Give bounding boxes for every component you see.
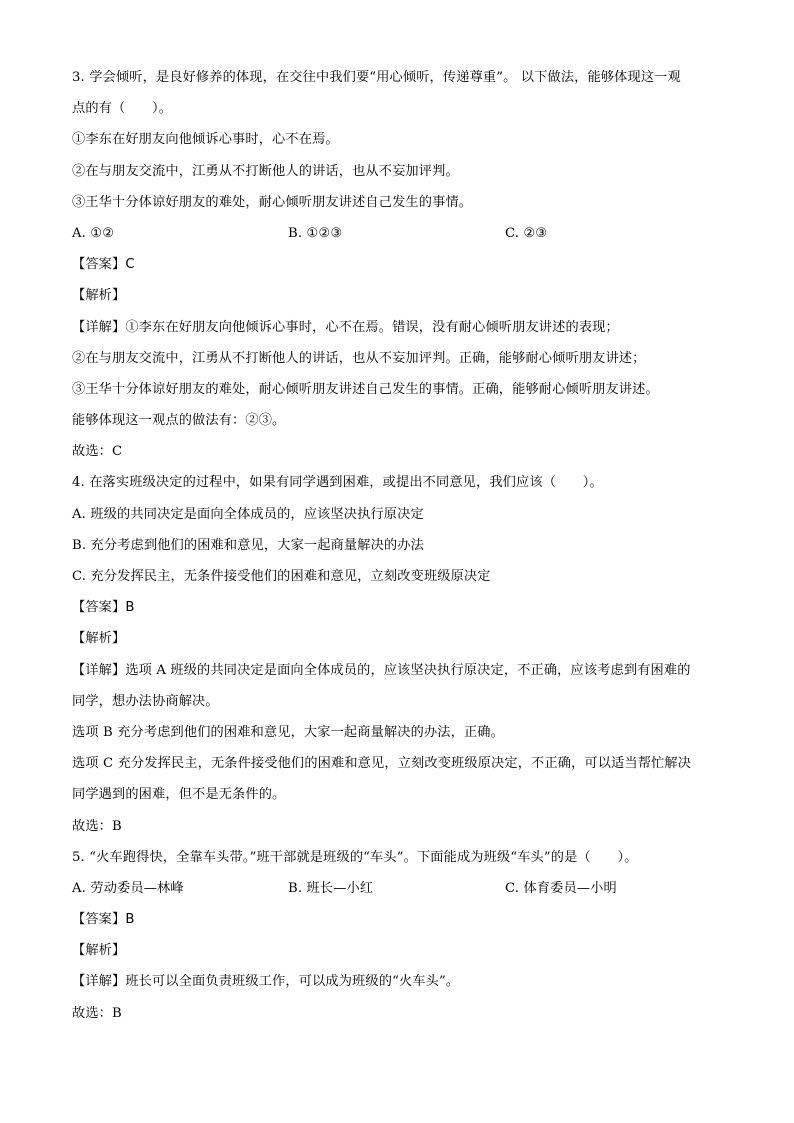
q3-answer: 【答案】C [72, 257, 135, 273]
q3-item-3: ③王华十分体谅好朋友的难处，耐心倾听朋友讲述自己发生的事情。 [72, 194, 473, 210]
q4-detail-5: 同学遇到的困难，但不是无条件的。 [72, 787, 286, 803]
exam-page [72, 62, 732, 1029]
q3-detail-1: 【详解】①李东在好朋友向他倾诉心事时，心不在焉。错误，没有耐心倾听朋友讲述的表现； [72, 319, 619, 335]
q5-stem: 5. “火车跑得快，全靠车头带。”班干部就是班级的“车头”。下面能成为班级“车头”的是（ ）。 [72, 849, 638, 865]
q3-choices [72, 218, 732, 249]
q4-answer: 【答案】B [72, 600, 135, 616]
q5-detail: 【详解】班长可以全面负责班级工作，可以成为班级的“火车头”。 [72, 974, 460, 990]
q3-stem-line2: 点的有（ ）。 [72, 101, 173, 117]
q4-detail-3: 选项 B 充分考虑到他们的困难和意见，大家一起商量解决的办法，正确。 [72, 724, 504, 740]
q4-analysis-label: 【解析】 [72, 631, 126, 647]
q3-choice-a: A. ①② [72, 225, 115, 241]
q3-select: 故选：C [72, 444, 123, 460]
q3-analysis-label: 【解析】 [72, 288, 126, 304]
q4-detail-2: 同学，想办法协商解决。 [72, 693, 219, 709]
q3-choice-b: B. ①②③ [288, 225, 343, 241]
q3-stem-line1: 3. 学会倾听，是良好修养的体现，在交往中我们要“用心倾听，传递尊重”。 以下做法，能够体现这一观 [72, 70, 681, 85]
q4-option-c: C. 充分发挥民主，无条件接受他们的困难和意见，立刻改变班级原决定 [72, 569, 491, 584]
q4-detail-1: 【详解】选项 A 班级的共同决定是面向全体成员的，应该坚决执行原决定，不正确，应该考虑到有困难的 [72, 662, 691, 678]
q4-option-b: B. 充分考虑到他们的困难和意见，大家一起商量解决的办法 [72, 537, 424, 553]
q5-choice-c: C. 体育委员—小明 [505, 880, 617, 896]
q3-detail-3: ③王华十分体谅好朋友的难处，耐心倾听朋友讲述自己发生的事情。正确，能够耐心倾听朋友讲述。 [72, 381, 659, 397]
q3-item-2: ②在与朋友交流中，江勇从不打断他人的讲话，也从不妄加评判。 [72, 163, 459, 179]
q4-detail-4: 选项 C 充分发挥民主，无条件接受他们的困难和意见，立刻改变班级原决定，不正确，可以适当帮忙解决 [72, 756, 692, 772]
q5-choices [72, 873, 732, 904]
q3-item-1: ①李东在好朋友向他倾诉心事时，心不在焉。 [72, 132, 339, 148]
q4-stem: 4. 在落实班级决定的过程中，如果有同学遇到困难，或提出不同意见，我们应该（ ）。 [72, 475, 603, 491]
q5-select: 故选：B [72, 1005, 122, 1021]
q4-select: 故选：B [72, 818, 122, 834]
q4-option-a: A. 班级的共同决定是面向全体成员的，应该坚决执行原决定 [72, 506, 424, 522]
q5-answer: 【答案】B [72, 912, 135, 928]
q3-detail-2: ②在与朋友交流中，江勇从不打断他人的讲话，也从不妄加评判。正确，能够耐心倾听朋友讲述； [72, 350, 646, 366]
q3-choice-c: C. ②③ [505, 225, 548, 241]
q5-choice-b: B. 班长—小红 [288, 880, 374, 896]
q3-detail-4: 能够体现这一观点的做法有：②③。 [72, 413, 286, 429]
q5-choice-a: A. 劳动委员—林峰 [72, 880, 184, 896]
q5-analysis-label: 【解析】 [72, 943, 126, 959]
